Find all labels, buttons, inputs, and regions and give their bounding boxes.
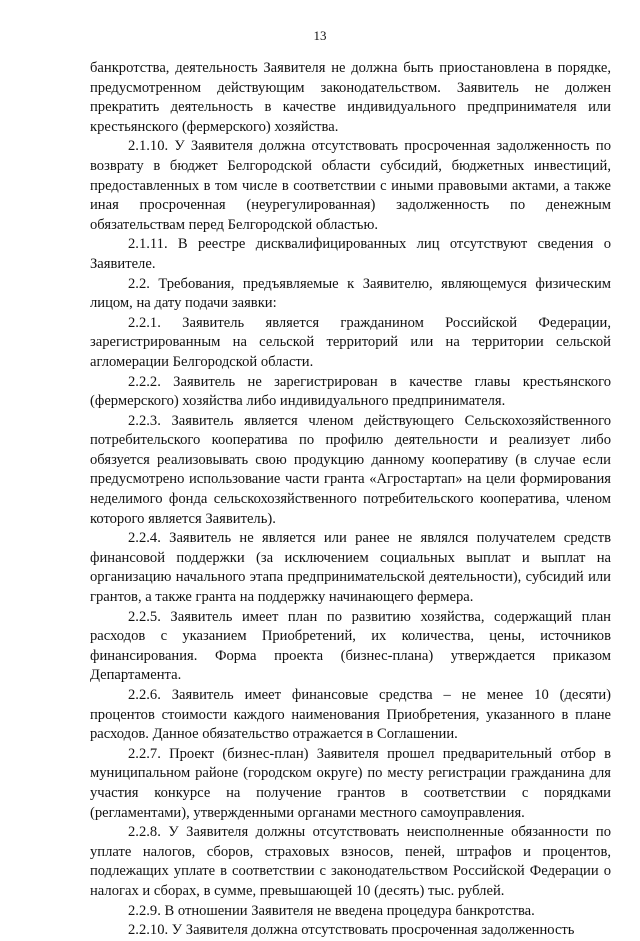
paragraph-2-2-6: 2.2.6. Заявитель имеет финансовые средства – не менее 10 (десяти) процентов стоимости каждого наименования Приобретения, указанного в плане расходов. Данное обязательство отражается в Соглашении. bbox=[90, 687, 611, 743]
paragraph-2-2-5: 2.2.5. Заявитель имеет план по развитию хозяйства, содержащий план расходов с указанием Приобретений, их количества, цены, источников финансирования. Форма проекта (бизнес-плана) утверждается приказом Департамента. bbox=[90, 608, 611, 684]
document-body bbox=[90, 59, 611, 941]
paragraph-2-2-4: 2.2.4. Заявитель не является или ранее не являлся получателем средств финансовой поддержки (за исключением социальных выплат и выплат на организацию начального этапа предпринимательской деятельности), субсидий или грантов, а также гранта на поддержку начинающего фермера. bbox=[90, 530, 611, 606]
page-number: 13 bbox=[313, 28, 327, 43]
paragraph-2-2-10: 2.2.10. У Заявителя должна отсутствовать просроченная задолженность bbox=[128, 922, 575, 939]
paragraph-2-2-3: 2.2.3. Заявитель является членом действующего Сельскохозяйственного потребительского кооператива по профилю деятельности и реализует либо обязуется реализовывать свою продукцию данному кооперативу (в случае если предусмотрено использование части гранта «Агростартап» на цели формирования неделимого фонда сельскохозяйственного потребительского кооператива, членом которого является Заявитель). bbox=[90, 412, 611, 527]
paragraph-2-2-8: 2.2.8. У Заявителя должны отсутствовать неисполненные обязанности по уплате налогов, сборов, страховых взносов, пеней, штрафов и процентов, подлежащих уплате в соответствии с законодательством Российской Федерации о налогах и сборах, в сумме, превышающей 10 (десять) тыс. рублей. bbox=[90, 824, 611, 899]
paragraph-2-2: 2.2. Требования, предъявляемые к Заявителю, являющемуся физическим лицом, на дату подачи заявки: bbox=[90, 275, 611, 312]
paragraph-2-2-2: 2.2.2. Заявитель не зарегистрирован в качестве главы крестьянского (фермерского) хозяйства либо индивидуального предпринимателя. bbox=[90, 373, 611, 410]
paragraph-2-2-9: 2.2.9. В отношении Заявителя не введена процедура банкротства. bbox=[128, 902, 535, 919]
paragraph-2-1-10: 2.1.10. У Заявителя должна отсутствовать просроченная задолженность по возврату в бюджет Белгородской области субсидий, бюджетных инвестиций, предоставленных в том числе в соответствии с иными правовыми актами, а также иная просроченная (неурегулированная) задолженность по денежным обязательствам перед Белгородской областью. bbox=[90, 138, 611, 233]
paragraph-2-2-1: 2.2.1. Заявитель является гражданином Российской Федерации, зарегистрированным на сельской территорий или на территории сельской агломерации Белгородской области. bbox=[90, 314, 611, 370]
paragraph-2-2-7: 2.2.7. Проект (бизнес-план) Заявителя прошел предварительный отбор в муниципальном районе (городском округе) по месту регистрации гражданина для участия конкурсе на получение грантов в соответствии с порядками (регламентами), утвержденными органами местного самоуправления. bbox=[90, 745, 611, 821]
paragraph-2-1-11: 2.1.11. В реестре дисквалифицированных лиц отсутствуют сведения о Заявителе. bbox=[90, 236, 611, 272]
paragraph-continuation: банкротства, деятельность Заявителя не должна быть приостановлена в порядке, предусмотренном действующим законодательством. Заявитель не должен прекратить деятельность в качестве индивидуального предпринимателя или крестьянского (фермерского) хозяйства. bbox=[90, 60, 611, 135]
